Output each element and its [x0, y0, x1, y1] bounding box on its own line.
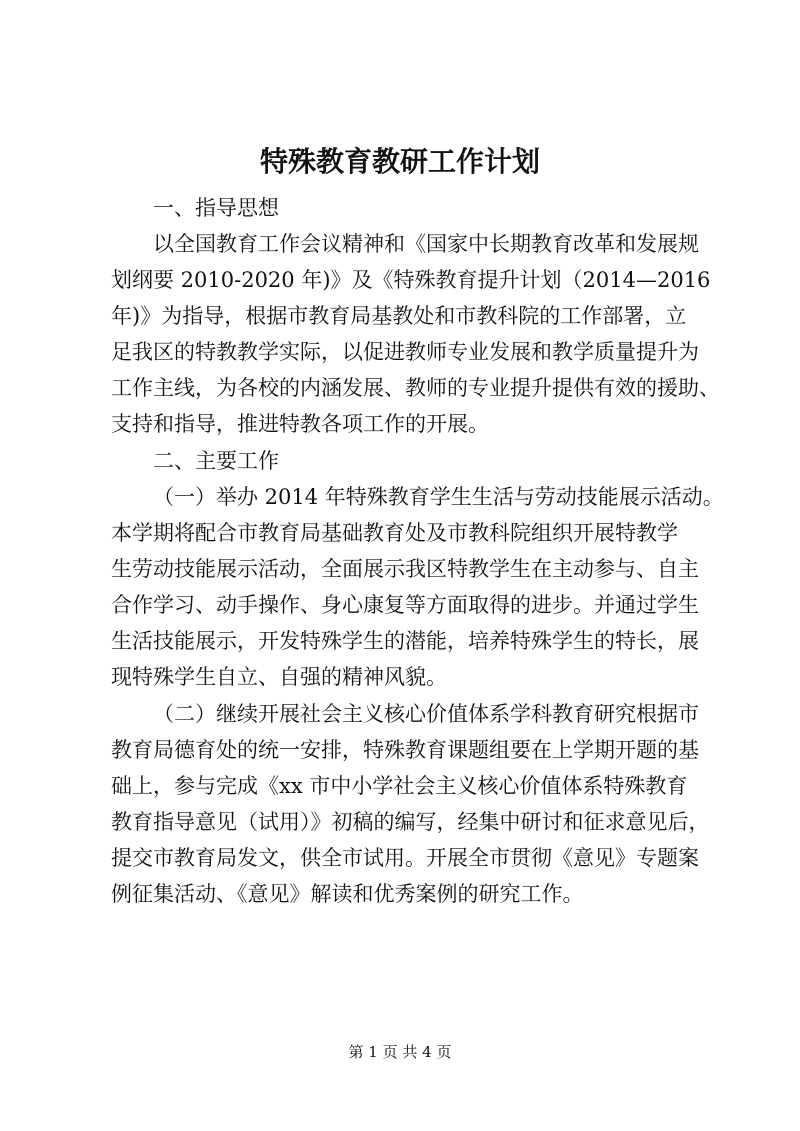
- paragraph-line: 本学期将配合市教育局基础教育处及市教科院组织开展特教学: [111, 521, 678, 545]
- paragraph-guiding-thought: [111, 226, 720, 442]
- paragraph-line: 合作学习、动手操作、身心康复等方面取得的进步。并通过学生: [111, 593, 699, 617]
- paragraph-line: 提交市教育局发文，供全市试用。开展全市贯彻《意见》专题案: [111, 846, 699, 870]
- paragraph-line: 现特殊学生自立、自强的精神风貌。: [111, 665, 447, 689]
- paragraph-line: 年)》为指导，根据市教育局基教处和市教科院的工作部署，立: [111, 304, 687, 328]
- paragraph-line: 支持和指导，推进特教各项工作的开展。: [111, 412, 489, 436]
- paragraph-line: 工作主线，为各校的内涵发展、教师的专业提升提供有效的援助、: [111, 376, 720, 400]
- paragraph-work-item-1: [111, 479, 724, 695]
- section-heading-guiding-thought: 一、指导思想: [153, 196, 279, 220]
- document-body: [111, 190, 724, 913]
- paragraph-line: 例征集活动、《意见》解读和优秀案例的研究工作。: [111, 882, 584, 906]
- paragraph-line: 划纲要 2010-2020 年)》及《特殊教育提升计划（2014—2016: [111, 268, 711, 292]
- paragraph-line: 以全国教育工作会议精神和《国家中长期教育改革和发展规: [153, 232, 699, 256]
- paragraph-line: 足我区的特教教学实际，以促进教师专业发展和教学质量提升为: [111, 340, 699, 364]
- paragraph-line: 础上，参与完成《xx 市中小学社会主义核心价值体系特殊教育: [111, 774, 688, 798]
- paragraph-line: 教育指导意见（试用）》初稿的编写，经集中研讨和征求意见后，: [111, 810, 710, 834]
- section-heading-main-work: 二、主要工作: [153, 449, 279, 473]
- paragraph-line: 生劳动技能展示活动，全面展示我区特教学生在主动参与、自主: [111, 557, 699, 581]
- paragraph-line: 教育局德育处的统一安排，特殊教育课题组要在上学期开题的基: [111, 738, 699, 762]
- paragraph-work-item-2: [111, 696, 711, 912]
- paragraph-line: 生活技能展示，开发特殊学生的潜能，培养特殊学生的特长，展: [111, 629, 699, 653]
- document-title: 特殊教育教研工作计划: [259, 145, 540, 178]
- paragraph-line: （一）举办 2014 年特殊教育学生生活与劳动技能展示活动。: [153, 485, 724, 509]
- page-number-footer: 第 1 页 共 4 页: [348, 1043, 452, 1061]
- paragraph-line: （二）继续开展社会主义核心价值体系学科教育研究根据市: [153, 702, 699, 726]
